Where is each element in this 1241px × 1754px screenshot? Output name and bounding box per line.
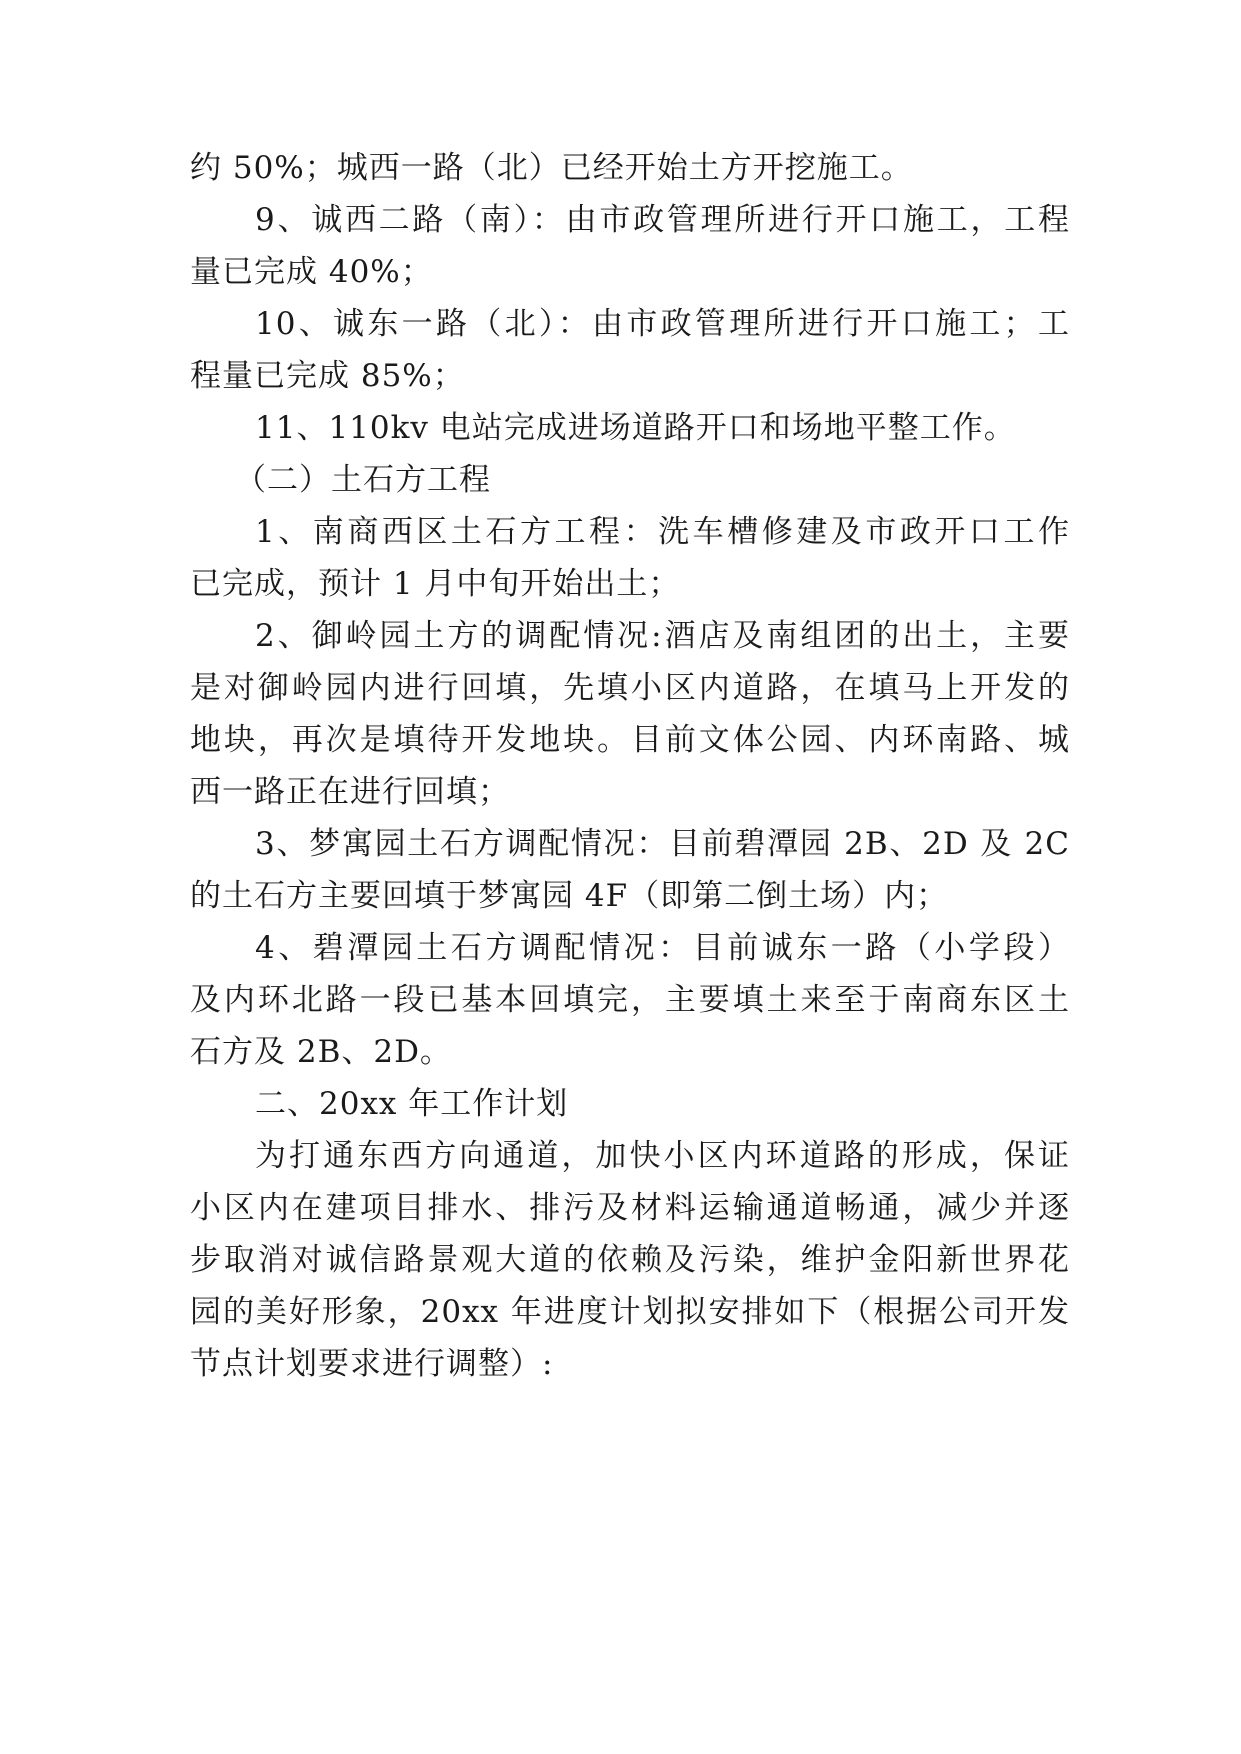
text-line: 园的美好形象，20xx 年进度计划拟安排如下（根据公司开发 <box>190 1294 1070 1330</box>
section-heading: （二）土石方工程 <box>235 462 491 498</box>
text-line: 约 50%；城西一路（北）已经开始土方开挖施工。 <box>190 150 913 186</box>
text-line: 地块，再次是填待开发地块。目前文体公园、内环南路、城 <box>190 722 1070 758</box>
text-line: 是对御岭园内进行回填，先填小区内道路，在填马上开发的 <box>190 670 1070 706</box>
text-line: 步取消对诚信路景观大道的依赖及污染，维护金阳新世界花 <box>190 1242 1070 1278</box>
text-line: 3、梦寓园土石方调配情况：目前碧潭园 2B、2D 及 2C <box>255 826 1070 862</box>
text-line: 2、御岭园土方的调配情况:酒店及南组团的出土，主要 <box>255 618 1070 654</box>
text-line: 西一路正在进行回填； <box>190 774 510 810</box>
text-line: 及内环北路一段已基本回填完，主要填土来至于南商东区土 <box>190 982 1070 1018</box>
text-line: 1、南商西区土石方工程：洗车槽修建及市政开口工作 <box>255 514 1070 550</box>
text-line: 4、碧潭园土石方调配情况：目前诚东一路（小学段） <box>255 930 1070 966</box>
text-line: 已完成，预计 1 月中旬开始出土； <box>190 566 681 602</box>
text-line: 小区内在建项目排水、排污及材料运输通道畅通，减少并逐 <box>190 1190 1070 1226</box>
text-line: 11、110kv 电站完成进场道路开口和场地平整工作。 <box>255 410 1016 446</box>
text-line: 石方及 2B、2D。 <box>190 1034 452 1070</box>
section-heading: 二、20xx 年工作计划 <box>255 1086 569 1122</box>
text-line: 9、诚西二路（南）：由市政管理所进行开口施工，工程 <box>255 202 1070 238</box>
text-line: 10、诚东一路（北）：由市政管理所进行开口施工；工 <box>255 306 1070 342</box>
text-line: 的土石方主要回填于梦寓园 4F（即第二倒土场）内； <box>190 878 949 914</box>
text-line: 程量已完成 85%； <box>190 358 465 394</box>
text-line: 为打通东西方向通道，加快小区内环道路的形成，保证 <box>255 1138 1070 1174</box>
text-line: 量已完成 40%； <box>190 254 433 290</box>
text-line: 节点计划要求进行调整）: <box>190 1346 554 1382</box>
